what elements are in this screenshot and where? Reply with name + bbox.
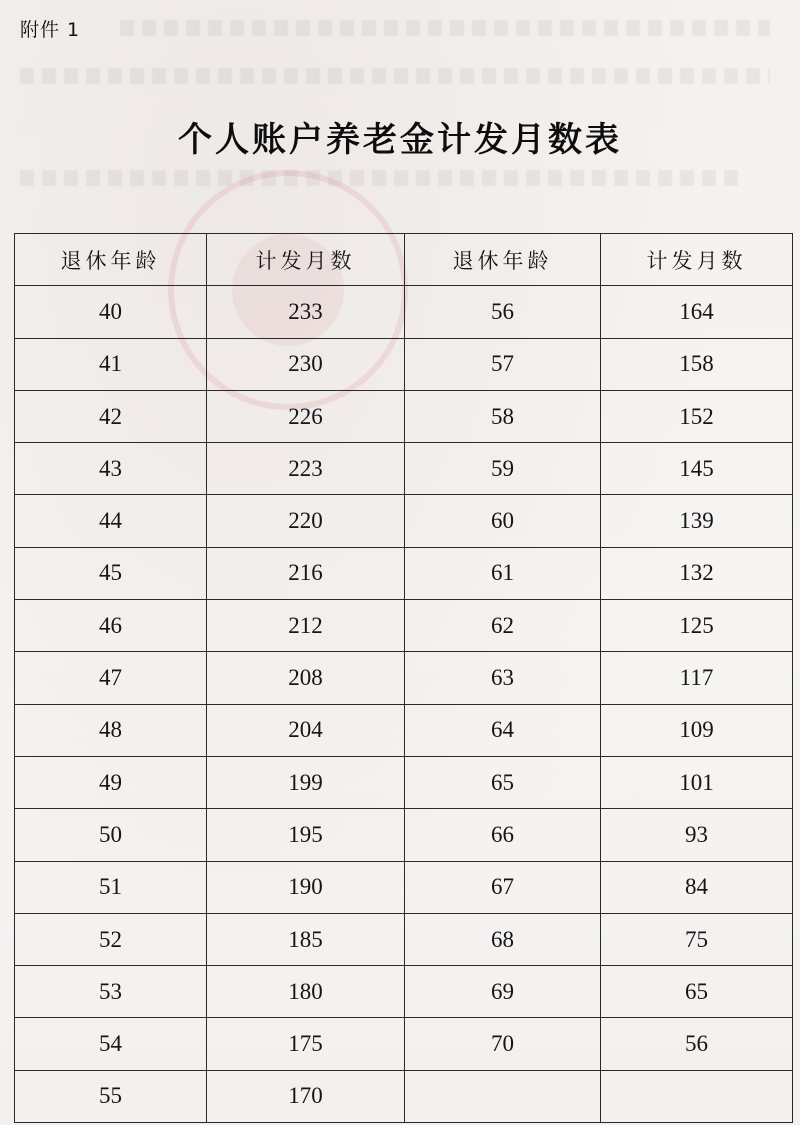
- table-row: [15, 286, 793, 338]
- cell-payout-months: 223: [207, 443, 405, 495]
- cell-payout-months: 145: [601, 443, 793, 495]
- table-row: [15, 390, 793, 442]
- cell-retirement-age: 56: [405, 286, 601, 338]
- cell-retirement-age: 61: [405, 547, 601, 599]
- cell-payout-months: 101: [601, 756, 793, 808]
- table-row: [15, 600, 793, 652]
- cell-payout-months: 185: [207, 913, 405, 965]
- cell-retirement-age: 42: [15, 390, 207, 442]
- cell-payout-months: 212: [207, 600, 405, 652]
- table-row: [15, 704, 793, 756]
- table-row: [15, 547, 793, 599]
- show-through-line: [20, 68, 770, 84]
- cell-retirement-age: 51: [15, 861, 207, 913]
- cell-retirement-age: 65: [405, 756, 601, 808]
- cell-retirement-age: 43: [15, 443, 207, 495]
- attachment-label: 附件 1: [20, 19, 81, 41]
- cell-retirement-age: 46: [15, 600, 207, 652]
- cell-retirement-age: [405, 1070, 601, 1122]
- cell-payout-months: 152: [601, 390, 793, 442]
- cell-retirement-age: 53: [15, 966, 207, 1018]
- cell-retirement-age: 50: [15, 809, 207, 861]
- cell-payout-months: 226: [207, 390, 405, 442]
- cell-payout-months: 158: [601, 338, 793, 390]
- pension-months-table: [14, 233, 792, 1123]
- table-row: [15, 1018, 793, 1070]
- cell-retirement-age: 66: [405, 809, 601, 861]
- cell-payout-months: 65: [601, 966, 793, 1018]
- cell-retirement-age: 49: [15, 756, 207, 808]
- table-row: [15, 652, 793, 704]
- cell-retirement-age: 54: [15, 1018, 207, 1070]
- table-row: [15, 861, 793, 913]
- table-row: [15, 443, 793, 495]
- cell-payout-months: 125: [601, 600, 793, 652]
- cell-payout-months: 93: [601, 809, 793, 861]
- cell-retirement-age: 40: [15, 286, 207, 338]
- cell-retirement-age: 47: [15, 652, 207, 704]
- cell-payout-months: 84: [601, 861, 793, 913]
- table-row: [15, 495, 793, 547]
- cell-retirement-age: 58: [405, 390, 601, 442]
- table-header-row: [15, 234, 793, 286]
- cell-payout-months: 139: [601, 495, 793, 547]
- header-payout-months: 计发月数: [207, 234, 405, 286]
- table-row: [15, 1070, 793, 1122]
- cell-retirement-age: 55: [15, 1070, 207, 1122]
- cell-payout-months: 204: [207, 704, 405, 756]
- cell-retirement-age: 59: [405, 443, 601, 495]
- cell-payout-months: 170: [207, 1070, 405, 1122]
- cell-retirement-age: 67: [405, 861, 601, 913]
- cell-payout-months: 132: [601, 547, 793, 599]
- cell-payout-months: 190: [207, 861, 405, 913]
- cell-retirement-age: 45: [15, 547, 207, 599]
- cell-retirement-age: 41: [15, 338, 207, 390]
- table-row: [15, 913, 793, 965]
- cell-retirement-age: 68: [405, 913, 601, 965]
- cell-retirement-age: 62: [405, 600, 601, 652]
- cell-payout-months: 117: [601, 652, 793, 704]
- cell-payout-months: 180: [207, 966, 405, 1018]
- table-row: [15, 966, 793, 1018]
- header-payout-months: 计发月数: [601, 234, 793, 286]
- cell-retirement-age: 64: [405, 704, 601, 756]
- cell-retirement-age: 57: [405, 338, 601, 390]
- table-body: [15, 286, 793, 1123]
- table-row: [15, 809, 793, 861]
- cell-payout-months: 199: [207, 756, 405, 808]
- header-retirement-age: 退休年龄: [15, 234, 207, 286]
- header-retirement-age: 退休年龄: [405, 234, 601, 286]
- cell-payout-months: [601, 1070, 793, 1122]
- cell-payout-months: 175: [207, 1018, 405, 1070]
- document-title: 个人账户养老金计发月数表: [178, 120, 622, 160]
- show-through-line: [120, 20, 770, 36]
- cell-payout-months: 220: [207, 495, 405, 547]
- table-row: [15, 756, 793, 808]
- table-row: [15, 338, 793, 390]
- cell-retirement-age: 60: [405, 495, 601, 547]
- cell-payout-months: 233: [207, 286, 405, 338]
- show-through-line: [20, 170, 740, 186]
- cell-retirement-age: 69: [405, 966, 601, 1018]
- cell-payout-months: 56: [601, 1018, 793, 1070]
- cell-payout-months: 75: [601, 913, 793, 965]
- cell-retirement-age: 70: [405, 1018, 601, 1070]
- cell-payout-months: 208: [207, 652, 405, 704]
- cell-payout-months: 109: [601, 704, 793, 756]
- cell-payout-months: 164: [601, 286, 793, 338]
- cell-retirement-age: 48: [15, 704, 207, 756]
- cell-payout-months: 216: [207, 547, 405, 599]
- cell-payout-months: 230: [207, 338, 405, 390]
- cell-retirement-age: 44: [15, 495, 207, 547]
- cell-retirement-age: 63: [405, 652, 601, 704]
- cell-payout-months: 195: [207, 809, 405, 861]
- cell-retirement-age: 52: [15, 913, 207, 965]
